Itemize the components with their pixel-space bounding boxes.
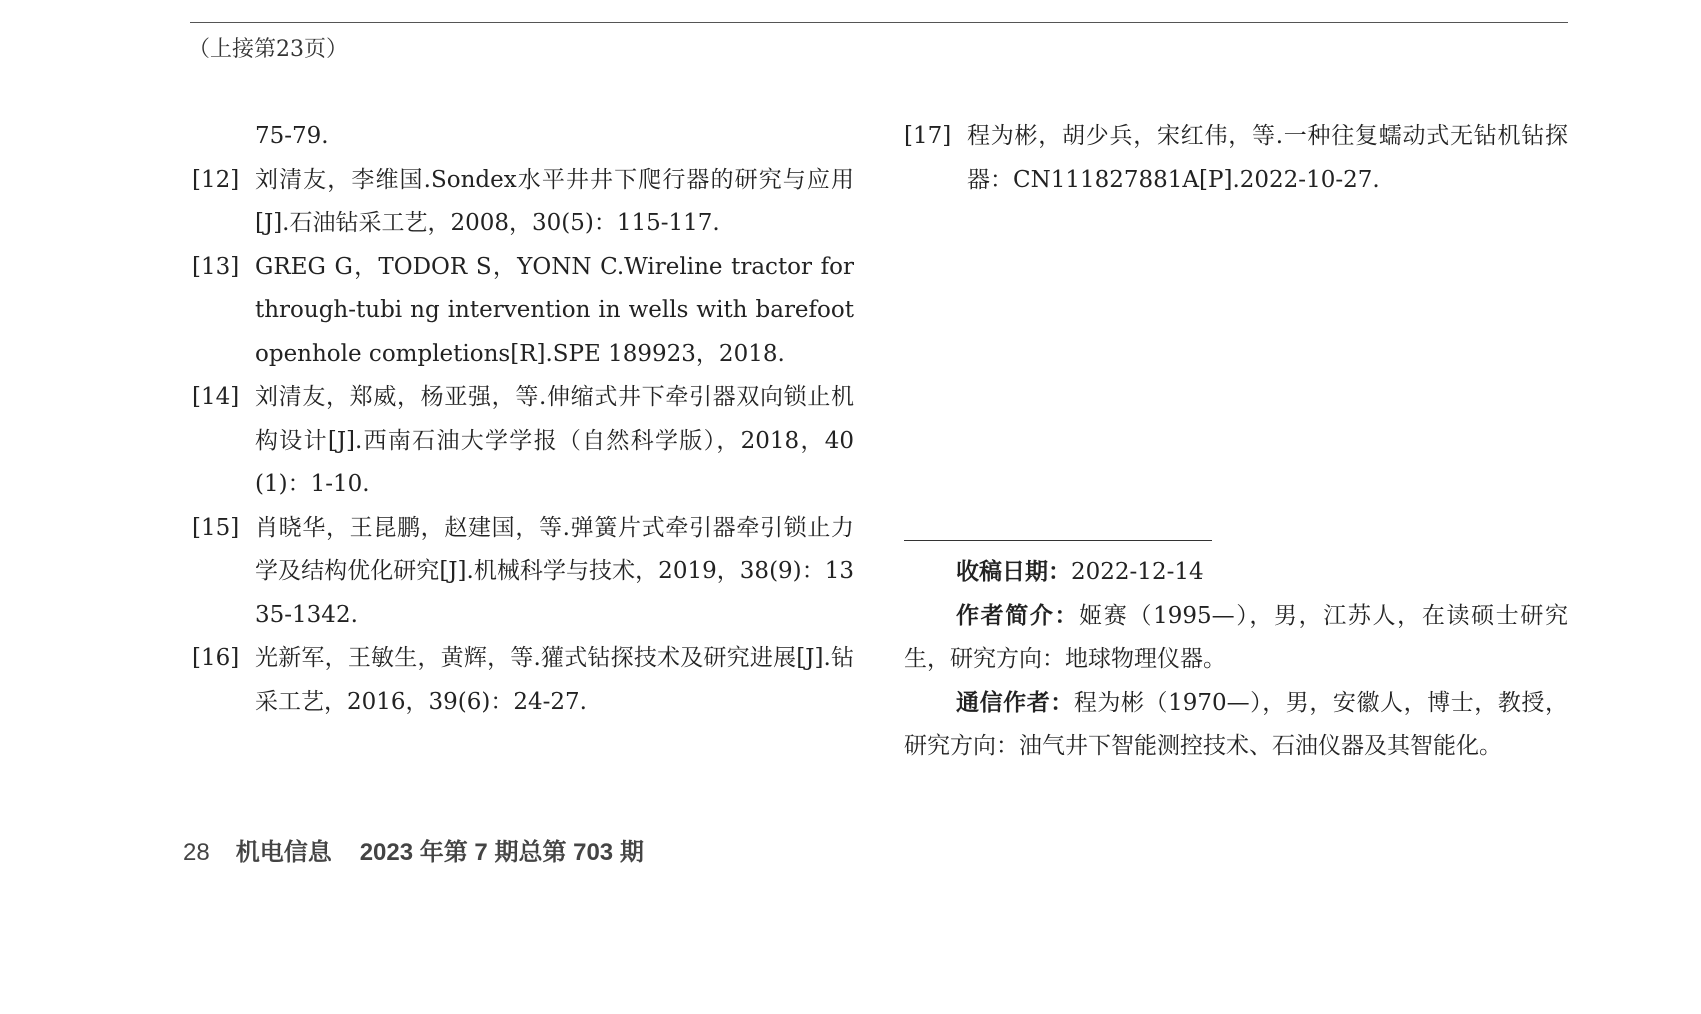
reference-16 xyxy=(192,637,854,724)
issue-info: 2023 年第 7 期总第 703 期 xyxy=(359,839,644,866)
author-bio xyxy=(904,595,1568,682)
header-rule xyxy=(190,22,1568,23)
reference-text: GREG G，TODOR S，YONN C.Wireline tractor for through-tubi ng intervention in wells with barefoot openhole completions[R].SPE 189923，2018. xyxy=(255,253,854,367)
reference-number: [16] xyxy=(192,645,240,671)
page-number: 28 xyxy=(183,839,210,866)
reference-continuation xyxy=(192,115,854,159)
reference-continuation-text: 75-79. xyxy=(255,123,329,149)
reference-12 xyxy=(192,159,854,246)
right-column xyxy=(904,115,1568,202)
reference-text: 光新军，王敏生，黄辉，等.獾式钻探技术及研究进展[J].钻采工艺，2016，39(6)：24-27. xyxy=(255,645,854,715)
reference-15 xyxy=(192,507,854,638)
left-column xyxy=(192,115,854,724)
reference-text: 刘清友，李维国.Sondex水平井井下爬行器的研究与应用[J].石油钻采工艺，2008，30(5)：115-117. xyxy=(255,166,854,236)
reference-number: [12] xyxy=(192,166,240,193)
author-bio-label: 作者简介： xyxy=(956,602,1080,629)
reference-text: 肖晓华，王昆鹏，赵建国，等.弹簧片式牵引器牵引锁止力学及结构优化研究[J].机械科学与技术，2019，38(9)：1335-1342. xyxy=(255,514,854,628)
received-date xyxy=(904,551,1568,595)
reference-text: 程为彬，胡少兵，宋红伟，等.一种往复蠕动式无钻机钻探器：CN111827881A[P].2022-10-27. xyxy=(967,123,1568,193)
reference-17 xyxy=(904,115,1568,202)
corresponding-author xyxy=(904,682,1568,769)
corresponding-author-text: 程为彬（1970—），男，安徽人，博士，教授，研究方向：油气井下智能测控技术、石油仪器及其智能化。 xyxy=(904,689,1568,759)
author-info xyxy=(904,551,1568,769)
author-bio-text: 姬赛（1995—），男，江苏人，在读硕士研究生，研究方向：地球物理仪器。 xyxy=(904,602,1568,672)
reference-number: [14] xyxy=(192,384,240,410)
continued-from-note: （上接第23页） xyxy=(188,37,348,62)
reference-text: 刘清友，郑威，杨亚强，等.伸缩式井下牵引器双向锁止机构设计[J].西南石油大学学报（自然科学版），2018，40(1)：1-10. xyxy=(255,384,854,497)
page-footer xyxy=(183,835,644,871)
reference-number: [15] xyxy=(192,514,240,541)
reference-13 xyxy=(192,246,854,377)
footnote-rule xyxy=(904,540,1212,541)
reference-number: [17] xyxy=(904,123,952,149)
received-date-label: 收稿日期： xyxy=(956,559,1071,585)
corresponding-author-label: 通信作者： xyxy=(956,689,1074,716)
journal-name: 机电信息 xyxy=(235,839,332,866)
reference-14 xyxy=(192,376,854,507)
received-date-value: 2022-12-14 xyxy=(1071,559,1204,585)
reference-number: [13] xyxy=(192,253,240,280)
